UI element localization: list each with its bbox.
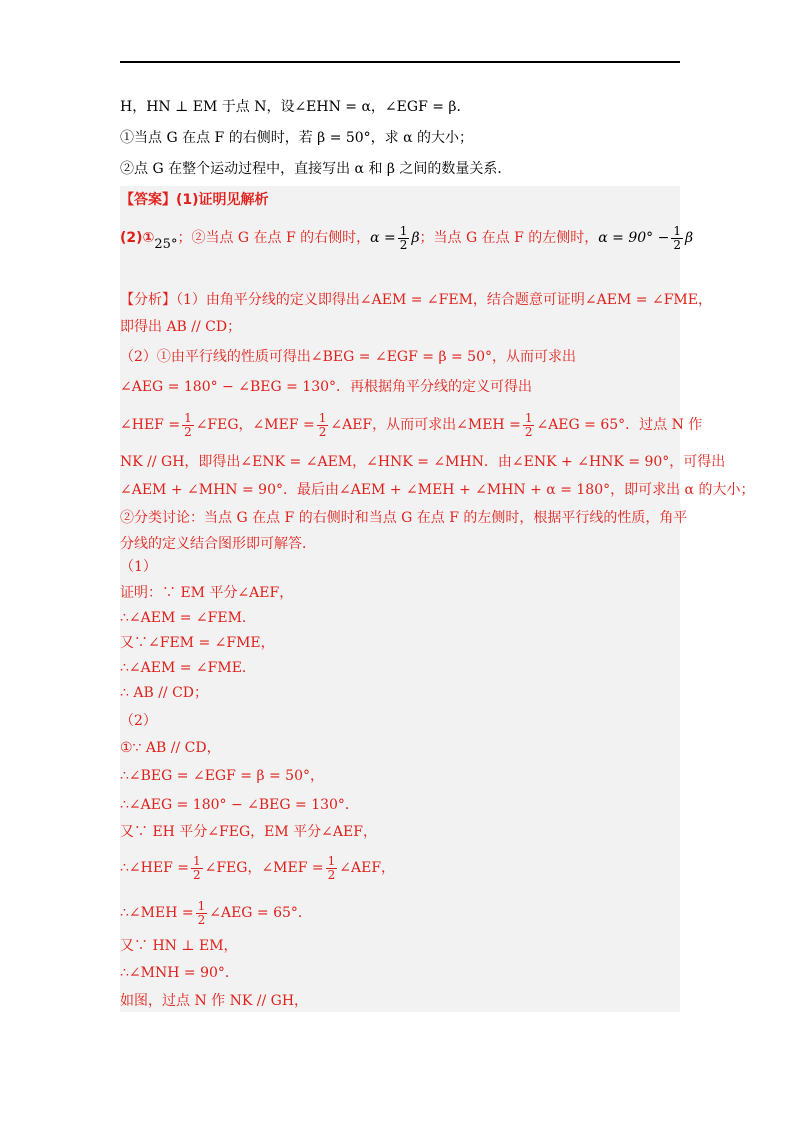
solution-line-9: ∴∠BEG = ∠EGF = β = 50°，	[120, 768, 324, 784]
analysis-l5-part-a: ∠HEF =	[120, 417, 181, 433]
half-fraction	[317, 412, 329, 439]
analysis-line-4: ∠AEG = 180° − ∠BEG = 130°．再根据角平分线的定义可得出	[120, 379, 533, 395]
fraction-numerator: 1	[399, 223, 408, 238]
question-line-2: ①当点 G 在点 F 的右侧时，若 β = 50°，求 α 的大小；	[120, 130, 474, 146]
analysis-line-6: NK // GH，即得出∠ENK = ∠AEM，∠HNK = ∠MHN．由∠ENK + ∠HNK = 90°，可得出	[120, 454, 726, 470]
analysis-line-5	[120, 410, 703, 440]
solution-l12-part-a: ∴∠HEF =	[120, 860, 189, 876]
analysis-line-8: ②分类讨论：当点 G 在点 F 的右侧时和当点 G 在点 F 的左侧时，根据平行线的性质，角平	[120, 510, 688, 526]
answer-eq1-left: α =	[370, 230, 396, 246]
solution-line-13	[120, 898, 680, 928]
solution-l12-part-b: ∠FEG，∠MEF =	[204, 860, 324, 876]
analysis-l5-part-c: ∠AEF，从而可求出∠MEH =	[330, 417, 521, 433]
answer-heading: 【答案】(1)证明见解析	[120, 192, 269, 208]
answer-right-case-text: ；②当点 G 在点 F 的右侧时，	[177, 230, 371, 246]
solution-line-10: ∴∠AEG = 180° − ∠BEG = 130°．	[120, 797, 359, 813]
fraction-denominator: 2	[399, 237, 408, 252]
half-fraction	[523, 412, 535, 439]
solution-line-5: ∴∠AEM = ∠FME．	[120, 660, 256, 676]
answer-part2-label: (2)①	[120, 230, 155, 246]
fraction-denominator: 2	[524, 424, 533, 439]
answer-eq1-fraction	[398, 225, 410, 252]
solution-line-8: ①∵ AB // CD，	[120, 740, 221, 756]
fraction-numerator: 1	[192, 853, 201, 868]
half-fraction	[326, 855, 338, 882]
fraction-numerator: 1	[524, 410, 533, 425]
header-rule	[120, 61, 680, 63]
answer-eq2-left: α = 90° −	[598, 230, 670, 246]
analysis-line-7: ∠AEM + ∠MHN = 90°．最后由∠AEM + ∠MEH + ∠MHN + α = 180°，即可求出 α 的大小；	[120, 482, 755, 498]
solution-line-11: 又∵ EH 平分∠FEG，EM 平分∠AEF，	[120, 824, 377, 840]
answer-alpha-value: 25°	[154, 237, 178, 252]
solution-line-2: 证明：∵ EM 平分∠AEF，	[120, 585, 294, 601]
half-fraction	[196, 900, 208, 927]
answer-left-case-text: ；当点 G 在点 F 的左侧时，	[419, 230, 599, 246]
answer-eq2-right: β	[684, 230, 694, 246]
solution-l13-part-b: ∠AEG = 65°．	[209, 905, 312, 921]
fraction-denominator: 2	[192, 867, 201, 882]
solution-l13-part-a: ∴∠MEH =	[120, 905, 194, 921]
fraction-numerator: 1	[184, 410, 192, 425]
half-fraction	[182, 412, 194, 439]
analysis-line-2: 即得出 AB // CD；	[120, 319, 242, 335]
answer-line-2	[120, 220, 694, 256]
fraction-denominator: 2	[327, 867, 336, 882]
solution-part-1-label: （1）	[120, 559, 157, 575]
analysis-line-1: 【分析】（1）由角平分线的定义即得出∠AEM = ∠FEM，结合题意可证明∠AEM = ∠FME，	[120, 292, 712, 308]
question-line-1: H，HN ⊥ EM 于点 N，设∠EHN = α，∠EGF = β．	[120, 99, 471, 115]
solution-line-4: 又∵∠FEM = ∠FME，	[120, 635, 275, 651]
analysis-l5-part-d: ∠AEG = 65°．过点 N 作	[536, 417, 703, 433]
analysis-line-9: 分线的定义结合图形即可解答．	[120, 536, 316, 552]
solution-line-14: 又∵ HN ⊥ EM，	[120, 938, 238, 954]
question-line-3: ②点 G 在整个运动过程中，直接写出 α 和 β 之间的数量关系．	[120, 161, 512, 177]
solution-l12-part-c: ∠AEF，	[339, 860, 396, 876]
solution-line-16: 如图，过点 N 作 NK // GH，	[120, 993, 309, 1009]
solution-line-15: ∴∠MNH = 90°．	[120, 965, 239, 981]
solution-part-2-label: （2）	[120, 713, 157, 729]
solution-line-12	[120, 851, 680, 885]
fraction-denominator: 2	[673, 237, 681, 252]
analysis-line-3: （2）①由平行线的性质可得出∠BEG = ∠EGF = β = 50°，从而可求出	[120, 349, 576, 365]
analysis-l5-part-b: ∠FEG，∠MEF =	[195, 417, 315, 433]
half-fraction	[191, 855, 203, 882]
solution-line-3: ∴∠AEM = ∠FEM．	[120, 610, 256, 626]
fraction-numerator: 1	[673, 223, 681, 238]
fraction-denominator: 2	[184, 424, 192, 439]
solution-line-6: ∴ AB // CD；	[120, 685, 209, 701]
fraction-numerator: 1	[327, 853, 336, 868]
answer-eq1-right: β	[411, 230, 420, 246]
fraction-denominator: 2	[197, 912, 206, 927]
fraction-numerator: 1	[197, 898, 206, 913]
fraction-denominator: 2	[318, 424, 327, 439]
fraction-numerator: 1	[318, 410, 327, 425]
answer-eq2-fraction	[671, 225, 683, 252]
